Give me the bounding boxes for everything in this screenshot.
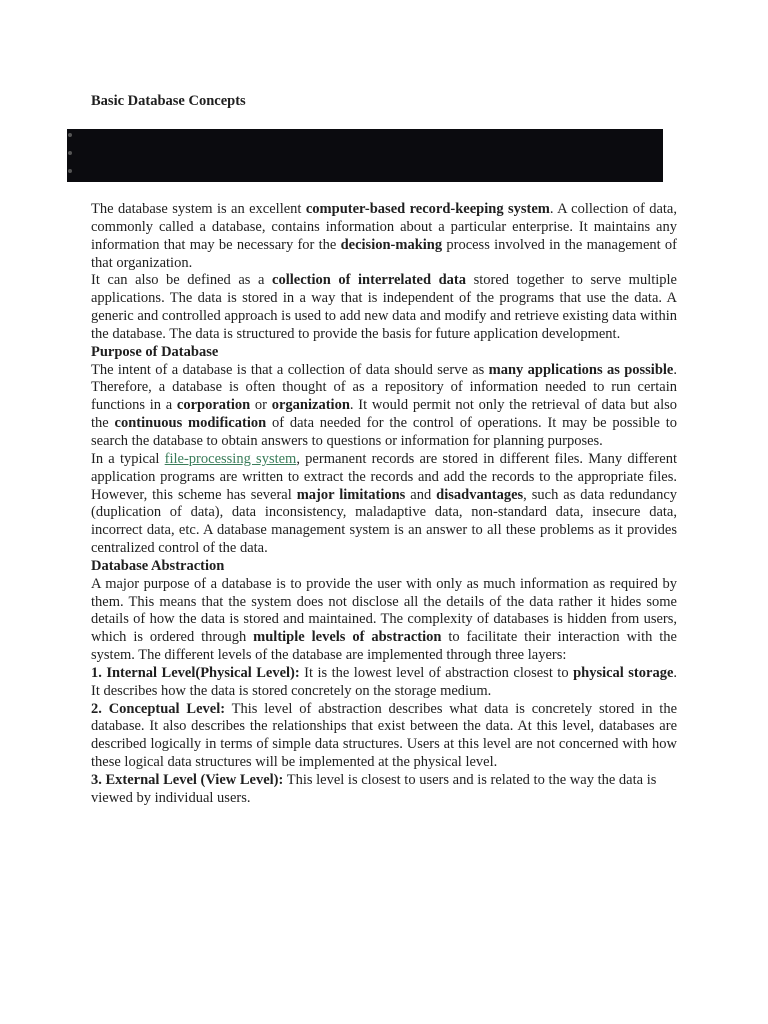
text: of data needed for the control of operations. It may be possible to search the database to obtain answers to questions or information for planning purposes. bbox=[91, 415, 677, 449]
purpose-paragraph bbox=[91, 362, 677, 451]
text: or bbox=[250, 397, 272, 414]
bold-text: decision-making bbox=[340, 236, 443, 253]
text: , permanent records are stored in different files. Many different application programs are written to extract the records and add the records to the appropriate files. However, this scheme has several bbox=[91, 450, 677, 503]
bullet-dot-icon bbox=[68, 151, 72, 155]
bullet-dot-icon bbox=[68, 133, 72, 137]
text: process involved in the management of that organization. bbox=[91, 236, 677, 271]
bold-text: computer-based record-keeping system bbox=[305, 201, 550, 217]
dark-banner bbox=[67, 129, 663, 182]
text: . It would permit not only the retrieval of data but also the bbox=[91, 397, 677, 432]
section-heading-abstraction: Database Abstraction bbox=[91, 557, 225, 574]
bold-text: major limitations bbox=[296, 486, 406, 503]
bold-text: 2. Conceptual Level: bbox=[91, 700, 226, 717]
bullet-dot-icon bbox=[68, 169, 72, 173]
bold-text: multiple levels of abstraction bbox=[253, 629, 442, 646]
text: . It describes how the data is stored concretely on the storage medium. bbox=[91, 664, 678, 699]
bold-text: continuous modification bbox=[114, 415, 267, 432]
text: A major purpose of a database is to provide the user with only as much information as required by them. This means that the system does not disclose all the details of the data rather it hides some details of how the data is stored and maintained. The complexity of databases is hidden from users, which is ordered through bbox=[91, 575, 677, 646]
intro-paragraph bbox=[91, 201, 677, 272]
text: to facilitate their interaction with the system. The different levels of the database are implemented through three layers: bbox=[91, 629, 677, 664]
text: . A collection of data, commonly called a database, contains information about a particular enterprise. It maintains any information that may be necessary for the bbox=[91, 201, 677, 253]
bold-text: organization bbox=[271, 397, 350, 414]
text: stored together to serve multiple applications. The data is stored in a way that is independent of the programs that use the data. A generic and controlled approach is used to add new data and modify and retrieve existing data within the database. The data is structured to provide the basis for future application development. bbox=[91, 272, 677, 342]
bold-text: physical storage bbox=[573, 664, 674, 681]
text: The database system is an excellent bbox=[91, 201, 306, 217]
level-external bbox=[91, 772, 677, 808]
definition-paragraph bbox=[91, 272, 677, 343]
bold-text: collection of interrelated data bbox=[272, 272, 466, 289]
text: and bbox=[405, 486, 437, 503]
file-processing-system-link[interactable]: file-processing system bbox=[164, 450, 297, 467]
text: This level is closest to users and is related to the way the data is viewed by individual users. bbox=[91, 772, 657, 806]
level-conceptual bbox=[91, 701, 677, 772]
text: The intent of a database is that a collection of data should serve as bbox=[91, 361, 489, 378]
text: It is the lowest level of abstraction closest to bbox=[299, 664, 574, 681]
bold-text: corporation bbox=[176, 397, 251, 414]
text: This level of abstraction describes what data is concretely stored in the database. It also describes the relationships that exist between the data. At this level, databases are described logically in terms of simple data structures. Users at this level are not concerned with how these logical data structures will be implemented at the physical level. bbox=[91, 700, 678, 771]
abstraction-paragraph bbox=[91, 576, 677, 665]
text: In a typical bbox=[91, 450, 165, 467]
text: It can also be defined as a bbox=[91, 272, 273, 289]
page-title: Basic Database Concepts bbox=[91, 93, 246, 109]
bold-text: 1. Internal Level(Physical Level): bbox=[91, 664, 300, 681]
article-body bbox=[91, 201, 677, 808]
section-heading-purpose: Purpose of Database bbox=[91, 343, 219, 360]
text: , such as data redundancy (duplication of data), data inconsistency, maladaptive data, non-standard data, insecure data, incorrect data, etc. A database management system is an answer to all these problems as it provides centralized control of the data. bbox=[91, 486, 678, 557]
bold-text: many applications as possible bbox=[488, 361, 674, 378]
bold-text: 3. External Level (View Level): bbox=[91, 772, 284, 788]
text: . Therefore, a database is often thought of as a repository of information needed to run certain functions in a bbox=[91, 361, 677, 414]
level-internal bbox=[91, 665, 677, 701]
file-processing-paragraph bbox=[91, 451, 677, 558]
bold-text: disadvantages bbox=[436, 486, 524, 503]
